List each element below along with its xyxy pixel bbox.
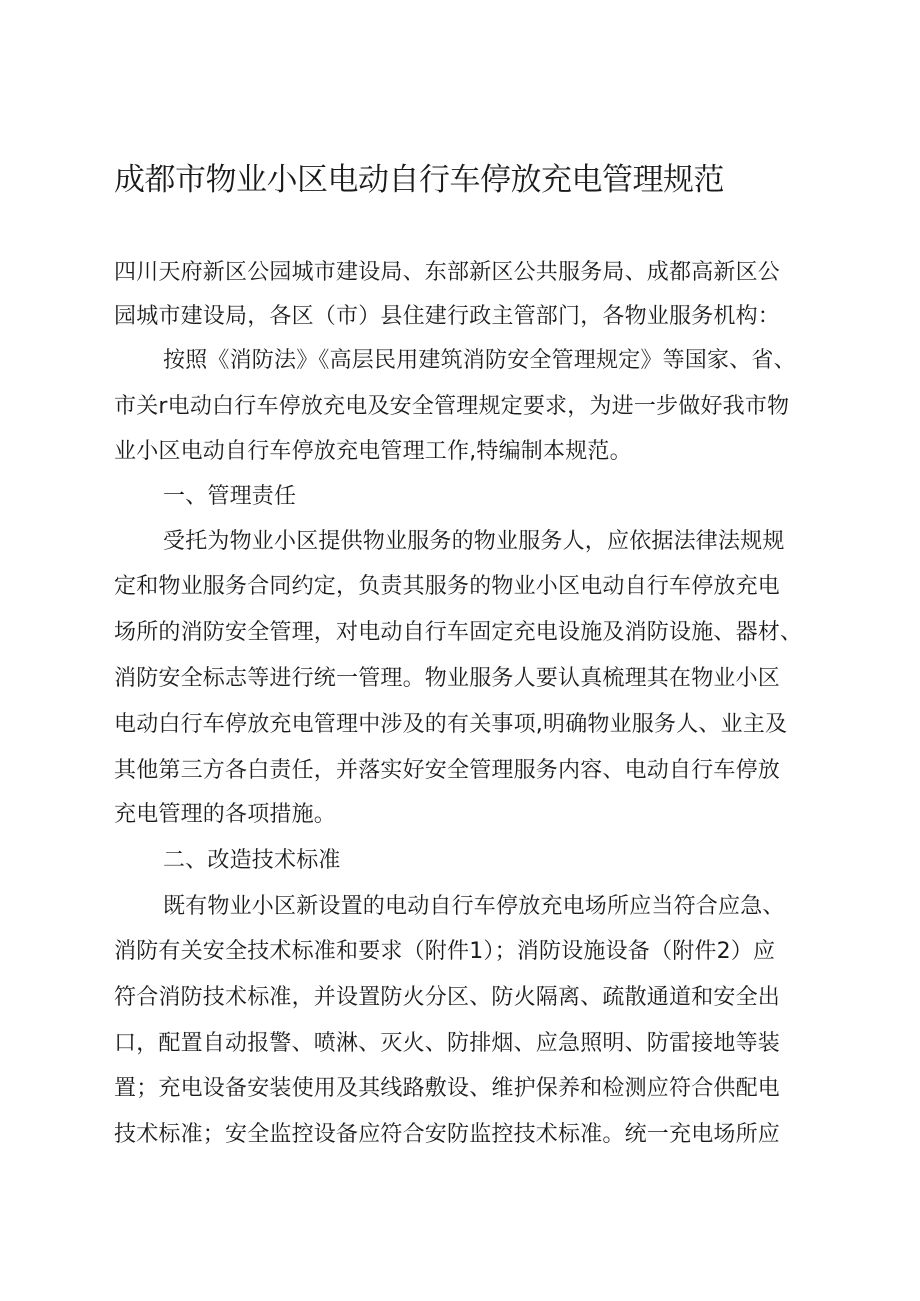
addressee-line: 园城市建设局，各区（市）县住建行政主管部门，各物业服务机构： — [114, 304, 781, 329]
intro-paragraph-line: 按照《消防法》《高层民用建筑消防安全管理规定》等国家、省、 — [163, 348, 796, 373]
section1-paragraph-line: 充电管理的各项措施。 — [114, 802, 337, 827]
intro-paragraph-line: 业小区电动自行车停放充电管理工作,特编制本规范。 — [114, 439, 632, 464]
section2-paragraph-line: 符合消防技术标准，并设置防火分区、防火隔离、疏散通道和安全出 — [114, 985, 781, 1010]
section2-paragraph-line: 消防有关安全技术标准和要求（附件1）；消防设施设备（附件2）应 — [114, 939, 776, 964]
section2-paragraph-line: 置；充电设备安装使用及其线路敷设、维护保养和检测应符合供配电 — [114, 1076, 781, 1101]
intro-paragraph-line: 市关r电动白行车停放充电及安全管理规定要求，为进一步做好我市物 — [114, 394, 790, 419]
section2-paragraph-line: 技术标准；安全监控设备应符合安防监控技术标准。统一充电场所应 — [114, 1122, 781, 1147]
addressee-line: 四川天府新区公园城市建设局、东部新区公共服务局、成都高新区公 — [114, 260, 781, 285]
section1-paragraph-line: 电动白行车停放充电管理中涉及的有关事项,明确物业服务人、业主及 — [114, 712, 788, 737]
section1-paragraph-line: 场所的消防安全管理，对电动自行车固定充电设施及消防设施、器材、 — [114, 620, 803, 645]
section-heading-technical-standards: 二、改造技术标准 — [163, 848, 341, 873]
document-title: 成都市物业小区电动自行车停放充电管理规范 — [114, 162, 724, 198]
section2-paragraph-line: 口，配置自动报警、喷淋、灭火、防排烟、应急照明、防雷接地等装 — [114, 1031, 781, 1056]
section1-paragraph-line: 其他第三方各白责任，并落实好安全管理服务内容、电动自行车停放 — [114, 758, 781, 783]
section-heading-management-responsibility: 一、管理责任 — [163, 484, 297, 509]
section1-paragraph-line: 定和物业服务合同约定，负责其服务的物业小区电动自行车停放充电 — [114, 574, 781, 599]
section1-paragraph-line: 受托为物业小区提供物业服务的物业服务人，应依据法律法规规 — [163, 529, 785, 554]
section1-paragraph-line: 消防安全标志等进行统一管理。物业服务人要认真梳理其在物业小区 — [114, 666, 781, 691]
section2-paragraph-line: 既有物业小区新设置的电动自行车停放充电场所应当符合应急、 — [163, 894, 785, 919]
